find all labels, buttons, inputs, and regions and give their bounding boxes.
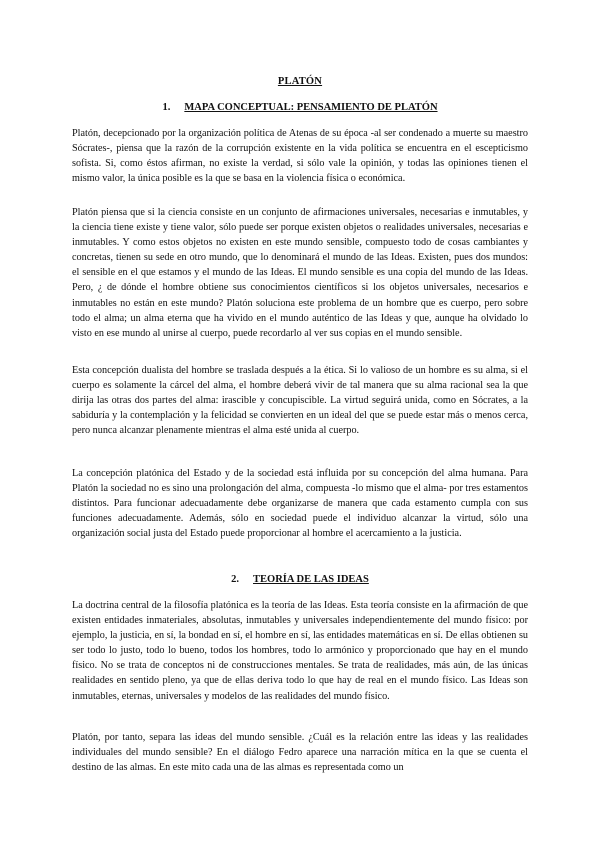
paragraph: Esta concepción dualista del hombre se traslada después a la ética. Si lo valioso de un hombre es su alma, si el cuerpo es solamente la cárcel del alma, el hombre deberá vivir de tal manera que su alma racional sea la que dirija las otras dos partes del alma: irascible y concupiscible. La virtud seguirá unida, como en Sócrates, a la sabiduría y la contemplación y la felicidad se convierten en un ideal del que se puede estar más o menos cerca, pero nunca alcanzar plenamente mientras el alma esté unida al cuerpo. bbox=[72, 365, 528, 437]
section-heading-2 bbox=[0, 574, 600, 585]
paragraph: Platón, decepcionado por la organización política de Atenas de su época -al ser condenado a muerte su maestro Sócrates-, piensa que la razón de la corrupción existente en la vida política se encuentra en el escepticismo sofista. Si, como éstos afirman, no existe la verdad, si sólo vale la opinión, y todas las opiniones tienen el mismo valor, la única posible es la que se basa en la violencia física o económica. bbox=[72, 128, 528, 185]
section-number: 2. bbox=[231, 574, 240, 585]
paragraph: La concepción platónica del Estado y de la sociedad está influida por su concepción del alma humana. Para Platón la sociedad no es sino una prolongación del alma, compuesta -lo mismo que el alma- por tres estamentos distintos. Para funcionar adecuadamente debe organizarse de manera que cada estamento cumpla con sus funciones adecuadamente. Además, sólo en sociedad puede el individuo alcanzar la virtud, sólo una organización social justa del Estado puede proporcionar al hombre el acercamiento a la justicia. bbox=[72, 468, 528, 540]
paragraph: Platón, por tanto, separa las ideas del mundo sensible. ¿Cuál es la relación entre las ideas y las realidades individuales del mundo sensible? En el diálogo Fedro aparece una narración mítica en la que se cuenta el destino de las almas. En este mito cada una de las almas es representada como un bbox=[72, 732, 528, 774]
section-title: TEORÍA DE LAS IDEAS bbox=[253, 574, 369, 585]
section-heading-1 bbox=[0, 102, 600, 113]
paragraph: La doctrina central de la filosofía platónica es la teoría de las Ideas. Esta teoría consiste en la afirmación de que existen entidades inmateriales, absolutas, inmutables y universales independientemente del mundo físico: por ejemplo, la justicia, en sí, la bondad en sí, el hombre en sí, las entidades matemáticas en sí. De ellas obtienen su ser todo lo justo, todo lo bueno, todos los hombres, todo lo armónico y proporcionado que hay en el mundo físico. No se trata de conceptos ni de construcciones mentales. Se trata de realidades, más aún, de las únicas realidades en sentido pleno, ya que de ellas deriva todo lo que hay de real en el mundo físico. Las Ideas son inmutables, eternas, universales y modelos de las realidades del mundo físico. bbox=[72, 600, 528, 702]
paragraph: Platón piensa que si la ciencia consiste en un conjunto de afirmaciones universales, necesarias e inmutables, y la ciencia tiene existe y tiene valor, sólo puede ser porque existen objetos o realidades universales, necesarias e inmutables. Y como estos objetos no existen en este mundo sensible, compuesto todo de cosas cambiantes y concretas, tienen su sede en otro mundo, que lo denominará el mundo de las Ideas. Existen, pues dos mundos: el sensible en el que estamos y el mundo de las Ideas. El mundo sensible es una copia del mundo de las Ideas. Pero, ¿ de dónde el hombre obtiene sus conocimientos científicos si los objetos universales, necesarios e inmutables no están en este mundo? Platón soluciona este problema de un hombre que es cuerpo, pero sobre todo el alma; un alma eterna que ha vivido en el mundo auténtico de las Ideas y que, aunque ha olvidado lo visto en ese mundo al unirse al cuerpo, puede recordarlo al ver sus copias en el mundo sensible. bbox=[72, 207, 528, 339]
document-title: PLATÓN bbox=[277, 76, 323, 87]
section-title: MAPA CONCEPTUAL: PENSAMIENTO DE PLATÓN bbox=[184, 102, 438, 113]
section-number: 1. bbox=[162, 102, 171, 113]
